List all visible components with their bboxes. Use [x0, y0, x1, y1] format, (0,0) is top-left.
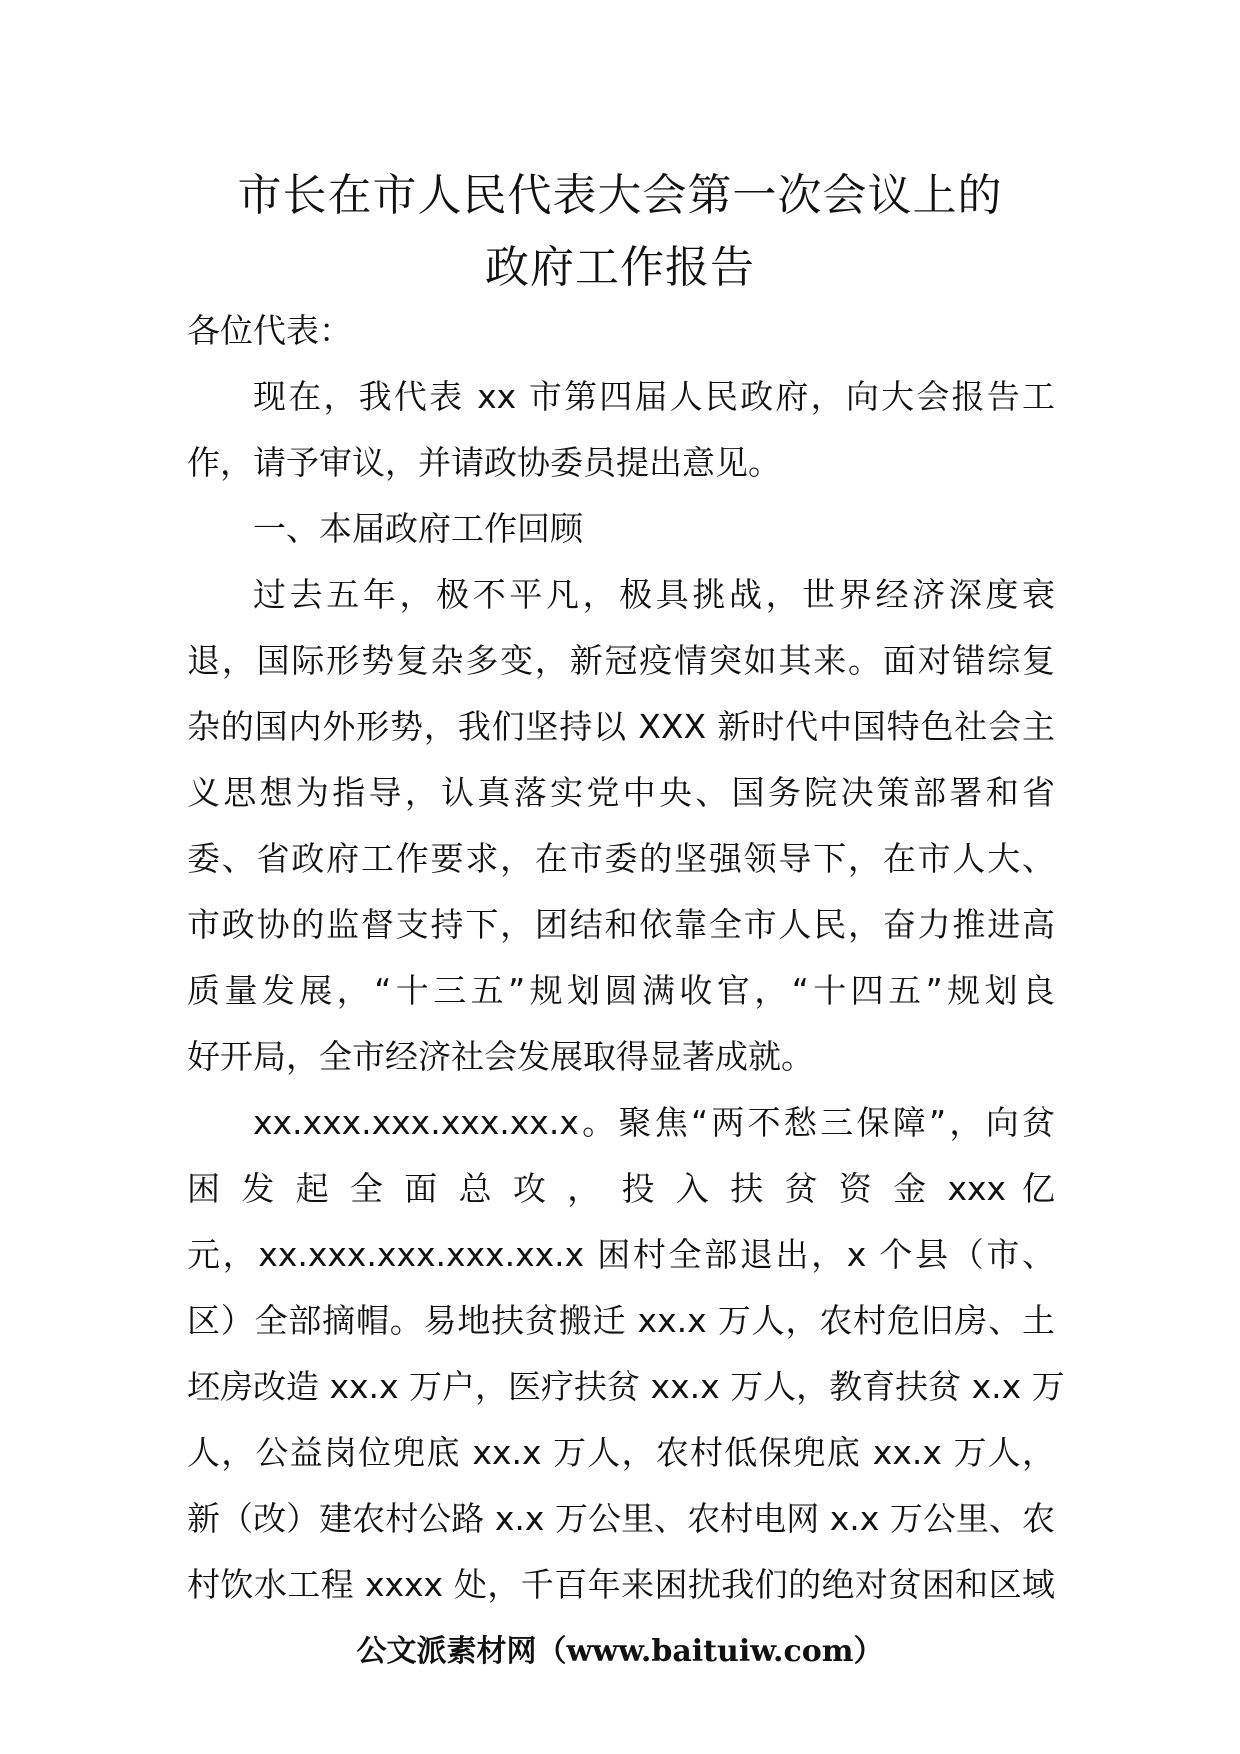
document-title [0, 160, 1240, 304]
body-line: 坯房改造 xx.x 万户，医疗扶贫 xx.x 万人，教育扶贫 x.x 万 [187, 1367, 1065, 1406]
body-line: 好开局，全市经济社会发展取得显著成就。 [187, 1037, 814, 1076]
section-heading: 一、本届政府工作回顾 [253, 509, 583, 548]
body-line: 退，国际形势复杂多变，新冠疫情突如其来。面对错综复 [187, 641, 1055, 680]
body-line: 人，公益岗位兜底 xx.x 万人，农村低保兜底 xx.x 万人， [187, 1433, 1055, 1472]
body-line: 村饮水工程 xxxx 处，千百年来困扰我们的绝对贫困和区域 [187, 1565, 1055, 1604]
body-line: 质量发展，“十三五”规划圆满收官，“十四五”规划良 [187, 971, 1055, 1010]
title-line-1: 市长在市人民代表大会第一次会议上的 [237, 170, 1003, 221]
body-line: 市政协的监督支持下，团结和依靠全市人民，奋力推进高 [187, 905, 1055, 944]
document-body [187, 298, 1065, 1618]
body-line: 作，请予审议，并请政协委员提出意见。 [187, 443, 781, 482]
title-line-2: 政府工作报告 [485, 242, 755, 293]
footer-watermark: 公文派素材网（www.baituiw.com） [356, 1634, 884, 1669]
body-line: 区）全部摘帽。易地扶贫搬迁 xx.x 万人，农村危旧房、土 [187, 1301, 1055, 1340]
salutation-line: 各位代表： [187, 311, 352, 350]
body-line: 过去五年，极不平凡，极具挑战，世界经济深度衰 [253, 575, 1055, 614]
body-line: 杂的国内外形势，我们坚持以 XXX 新时代中国特色社会主 [187, 707, 1055, 746]
body-line: 义思想为指导，认真落实党中央、国务院决策部署和省 [187, 773, 1055, 812]
body-line: xx.xxx.xxx.xxx.xx.x。聚焦“两不愁三保障”，向贫 [253, 1103, 1055, 1142]
body-line: 困 发 起 全 面 总 攻 ， 投 入 扶 贫 资 金 xxx 亿 [187, 1169, 1055, 1208]
body-line: 委、省政府工作要求，在市委的坚强领导下，在市人大、 [187, 839, 1055, 878]
body-line: 新（改）建农村公路 x.x 万公里、农村电网 x.x 万公里、农 [187, 1499, 1055, 1538]
body-line: 元，xx.xxx.xxx.xxx.xx.x 困村全部退出，x 个县（市、 [187, 1235, 1055, 1274]
body-line: 现在，我代表 xx 市第四届人民政府，向大会报告工 [253, 377, 1055, 416]
